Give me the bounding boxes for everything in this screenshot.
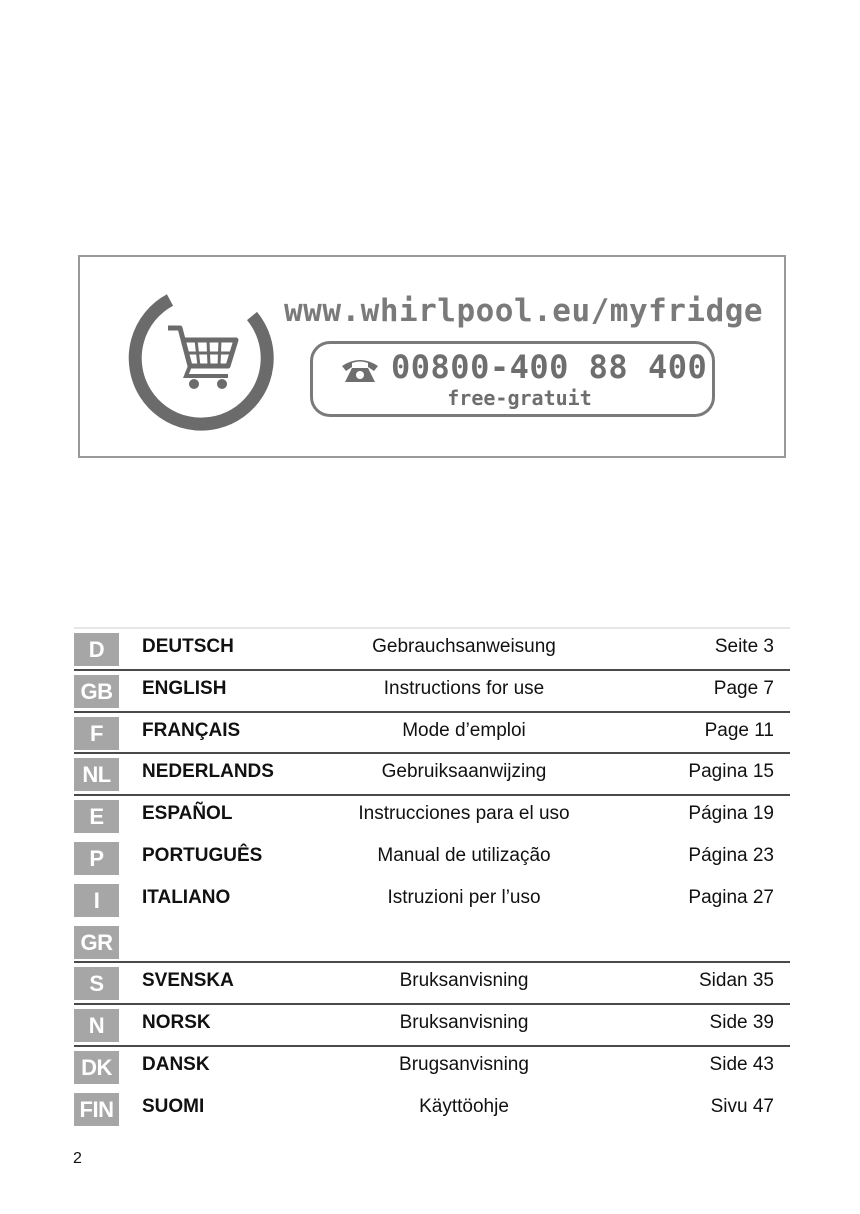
whirlpool-banner xyxy=(78,255,786,458)
language-code-badge: I xyxy=(74,884,119,917)
manual-title: Käyttöohje xyxy=(419,1095,509,1117)
language-row[interactable] xyxy=(74,922,790,964)
manual-title: Instrucciones para el uso xyxy=(358,803,570,825)
language-name: NEDERLANDS xyxy=(142,761,274,783)
page-reference[interactable]: Página 23 xyxy=(688,844,774,866)
manual-title: Instructions for use xyxy=(383,677,545,699)
manual-title: Gebruiksaanwijzing xyxy=(381,761,547,783)
language-name: ESPAÑOL xyxy=(142,803,233,825)
language-row[interactable] xyxy=(74,713,790,755)
language-code-badge: GB xyxy=(74,675,119,708)
page-number: 2 xyxy=(73,1150,82,1167)
manual-title: Bruksanvisning xyxy=(399,1012,529,1034)
language-row[interactable] xyxy=(74,838,790,880)
phone-number[interactable]: 00800-400 88 400 xyxy=(391,348,708,386)
manual-title: Bruksanvisning xyxy=(399,970,529,992)
language-name: NORSK xyxy=(142,1012,211,1034)
page-reference[interactable]: Side 39 xyxy=(709,1012,774,1034)
language-row[interactable] xyxy=(74,671,790,713)
page-reference[interactable]: Página 19 xyxy=(688,803,774,825)
language-row[interactable] xyxy=(74,1089,790,1131)
website-url[interactable]: www.whirlpool.eu/myfridge xyxy=(284,293,764,329)
language-row[interactable] xyxy=(74,754,790,796)
language-row[interactable] xyxy=(74,1047,790,1089)
page-reference[interactable]: Side 43 xyxy=(709,1053,774,1075)
language-code-badge: FIN xyxy=(74,1093,119,1126)
page-reference[interactable]: Sivu 47 xyxy=(710,1095,774,1117)
language-code-badge: D xyxy=(74,633,119,666)
page-reference[interactable]: Pagina 27 xyxy=(688,886,774,908)
page-reference[interactable]: Sidan 35 xyxy=(698,970,774,992)
manual-title: Mode d’emploi xyxy=(402,719,526,741)
manual-title: Istruzioni per l’uso xyxy=(387,886,541,908)
language-name: SUOMI xyxy=(142,1095,205,1117)
page-reference[interactable]: Seite 3 xyxy=(714,636,774,657)
language-code-badge: NL xyxy=(74,758,119,791)
language-name: PORTUGUÊS xyxy=(142,844,263,866)
language-code-badge: E xyxy=(74,800,119,833)
language-name: DANSK xyxy=(142,1053,210,1075)
manual-title: Gebrauchsanweisung xyxy=(372,636,556,657)
language-code-badge: P xyxy=(74,842,119,875)
language-name: SVENSKA xyxy=(142,970,234,992)
manual-title: Manual de utilização xyxy=(377,844,551,866)
telephone-icon xyxy=(339,354,381,386)
page-reference[interactable]: Page 11 xyxy=(704,719,774,741)
manual-title: Brugsanvisning xyxy=(399,1053,529,1075)
shopping-cart-icon xyxy=(124,284,274,434)
page-reference[interactable]: Pagina 15 xyxy=(688,761,774,783)
language-name: ENGLISH xyxy=(142,677,227,699)
language-code-badge: DK xyxy=(74,1051,119,1084)
language-name: DEUTSCH xyxy=(142,636,234,657)
language-row[interactable] xyxy=(74,963,790,1005)
language-row[interactable] xyxy=(74,880,790,922)
language-name: FRANÇAIS xyxy=(142,719,241,741)
language-code-badge: GR xyxy=(74,926,119,959)
free-gratuit-label: free-gratuit xyxy=(447,386,592,410)
language-code-badge: F xyxy=(74,717,119,750)
page-reference[interactable]: Page 7 xyxy=(713,677,774,699)
language-row[interactable] xyxy=(74,629,790,671)
language-row[interactable] xyxy=(74,1005,790,1047)
language-table xyxy=(74,627,790,1131)
language-name: ITALIANO xyxy=(142,886,231,908)
language-code-badge: N xyxy=(74,1009,119,1042)
language-row[interactable] xyxy=(74,796,790,838)
language-code-badge: S xyxy=(74,967,119,1000)
phone-box xyxy=(310,341,715,417)
